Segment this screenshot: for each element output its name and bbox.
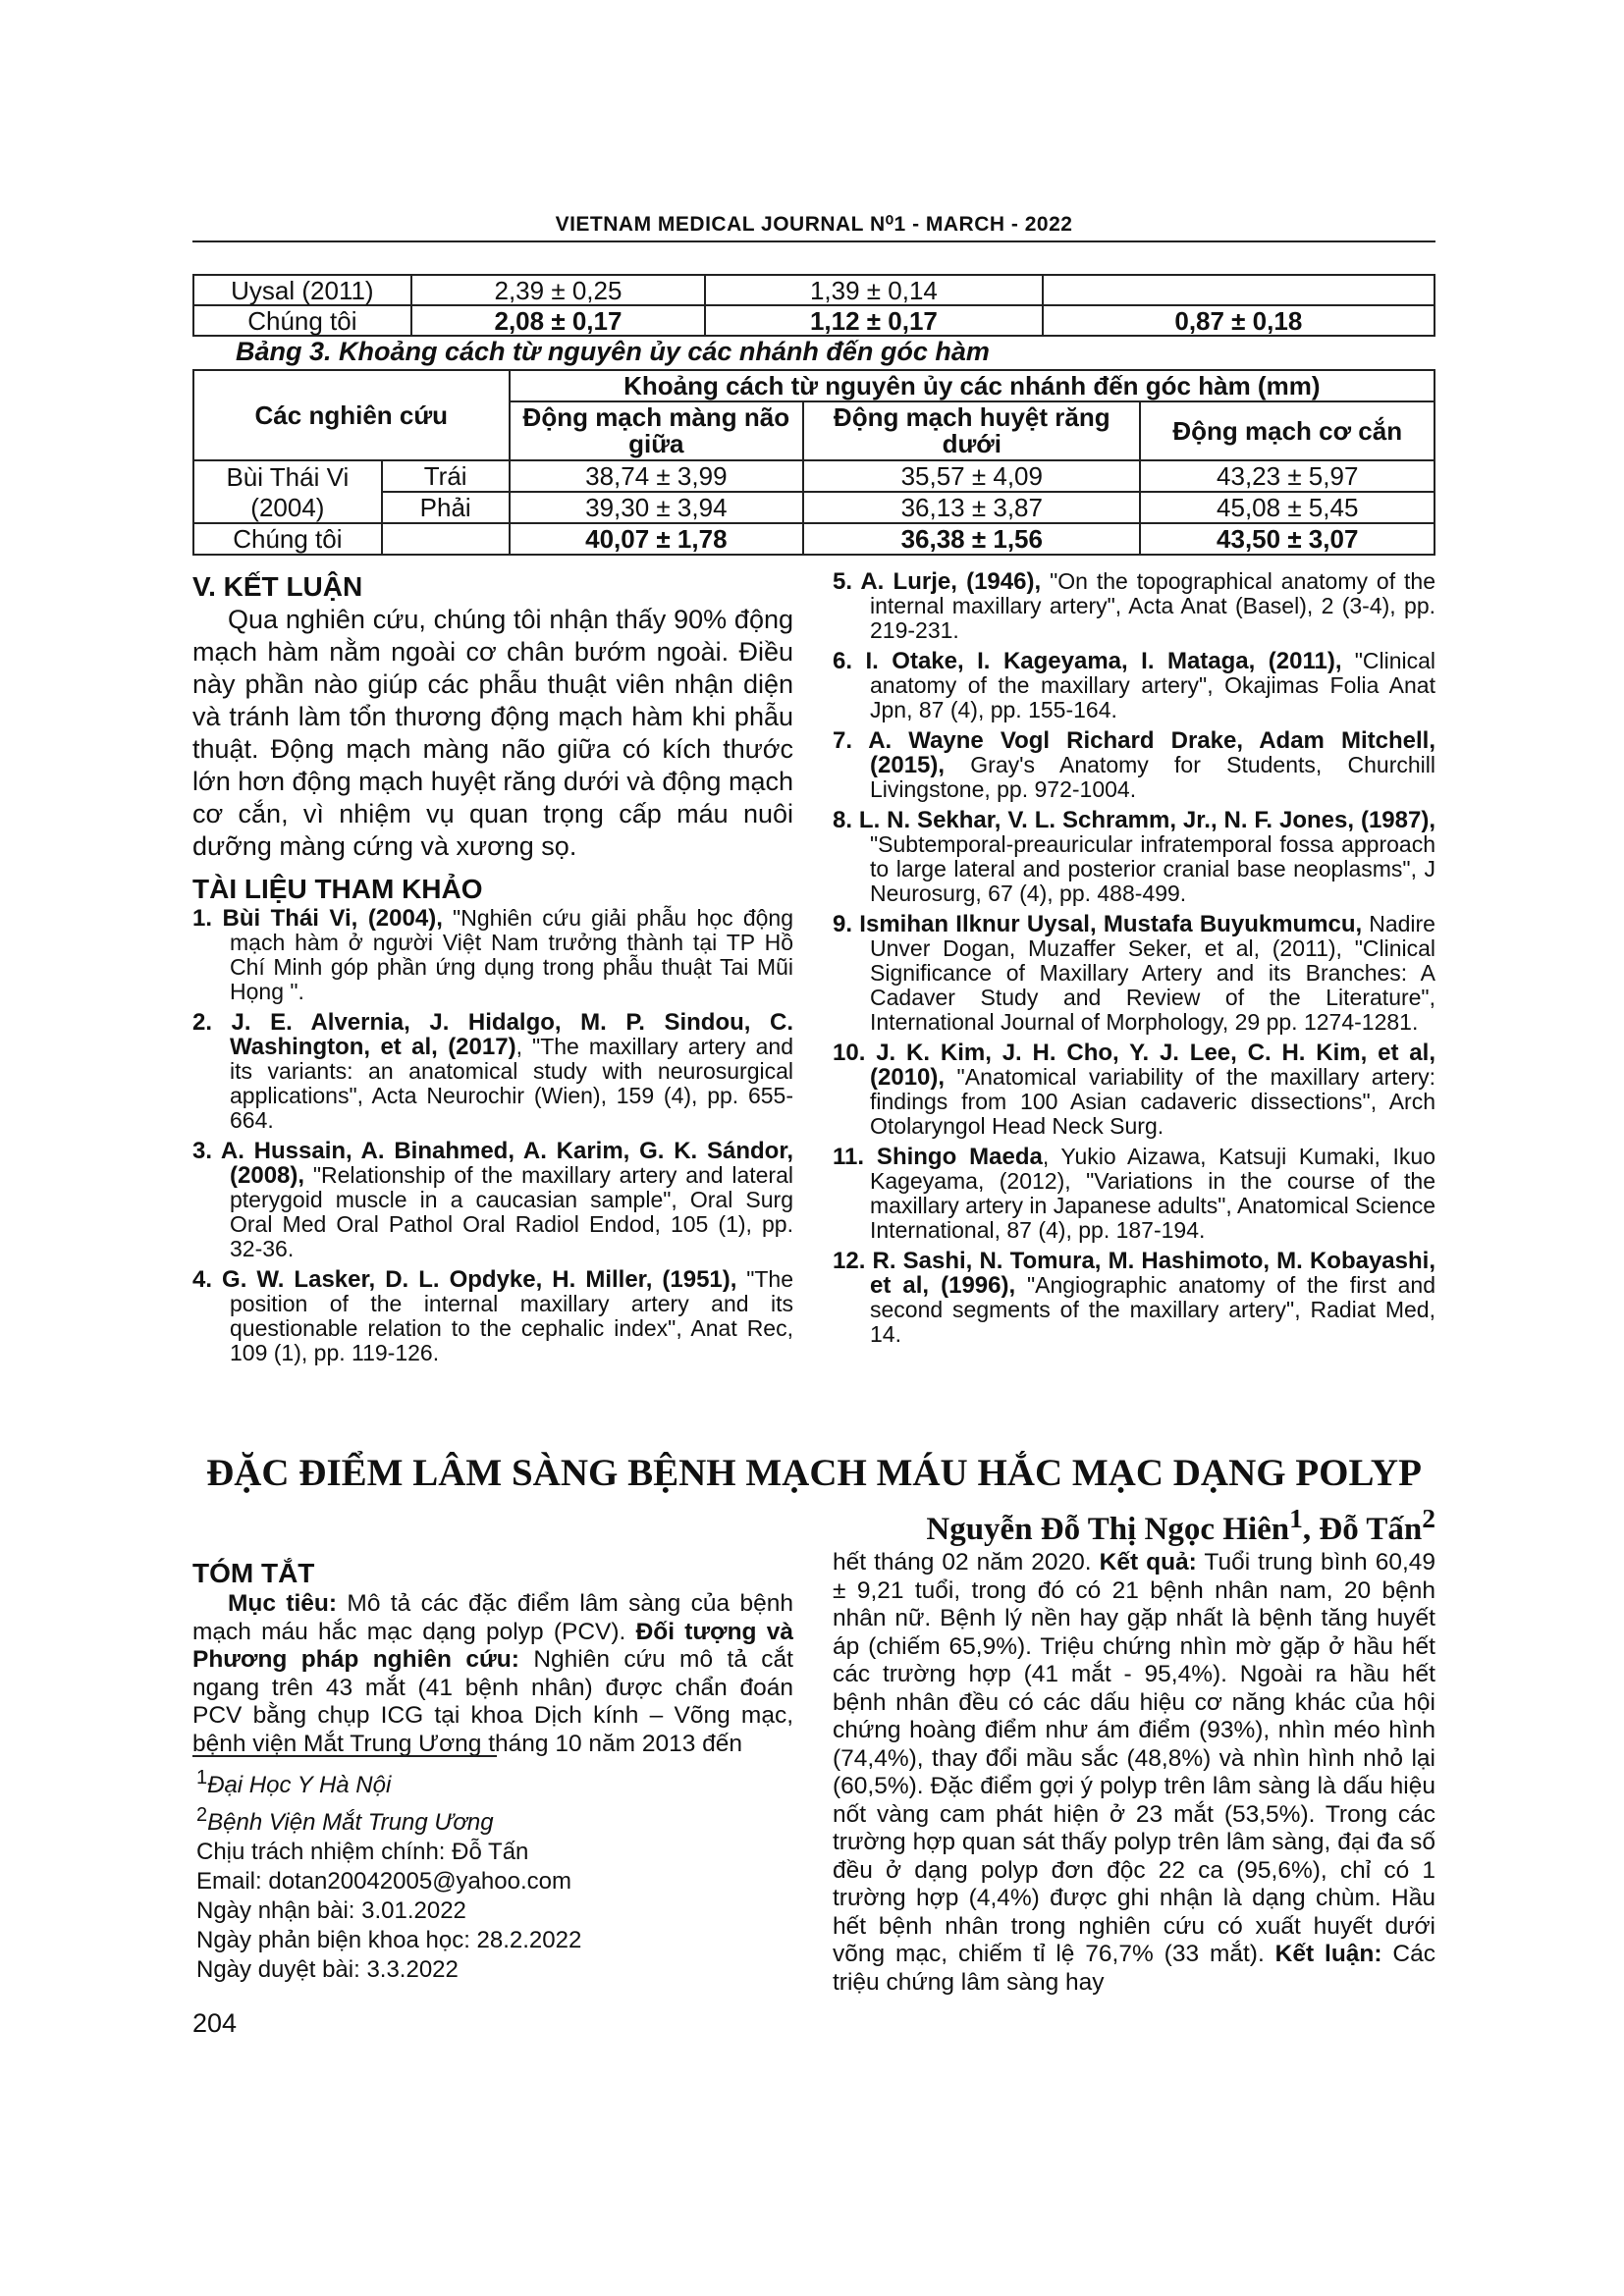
label: Đối tượng và Phương pháp nghiên cứu: (192, 1618, 793, 1673)
table-3-caption: Bảng 3. Khoảng cách từ nguyên ủy các nhánh đến góc hàm (236, 337, 990, 366)
right-column (833, 569, 1435, 1353)
reference-text: "Subtemporal-preauricular infratemporal fossa approach to large lateral and posterior cranial base neoplasms", J Neurosurg, 67 (4), pp. 488-499. (870, 831, 1435, 906)
reference-11 (833, 1145, 1435, 1243)
affiliation-1 (196, 1763, 581, 1800)
value-cell: 1,39 ± 0,14 (705, 275, 1042, 305)
contact-email: Email: dotan20042005@yahoo.com (196, 1868, 571, 1895)
value-cell: 38,74 ± 3,99 (510, 460, 803, 492)
responsible-author: Chịu trách nhiệm chính: Đỗ Tấn (196, 1839, 529, 1865)
header-rule (192, 240, 1435, 242)
value-cell (1043, 275, 1435, 305)
reference-text: "Relationship of the maxillary artery and lateral pterygoid muscle in a caucasian sample", Oral Surg Oral Med Oral Pathol Oral Radiol Endod, 105 (1), pp. 32-36. (230, 1162, 793, 1261)
reference-5 (833, 569, 1435, 643)
reference-9 (833, 912, 1435, 1035)
reference-3 (192, 1139, 793, 1261)
value-cell: 39,30 ± 3,94 (510, 492, 803, 523)
label: Kết luận: (1274, 1941, 1382, 1967)
summary-heading: TÓM TẮT (192, 1558, 315, 1588)
journal-header: VIETNAM MEDICAL JOURNAL N⁰1 - MARCH - 2022 (555, 213, 1073, 236)
date-approved: Ngày duyệt bài: 3.3.2022 (196, 1956, 459, 1983)
reference-4 (192, 1267, 793, 1365)
reference-7 (833, 728, 1435, 802)
reference-text: Nadire Unver Dogan, Muzaffer Seker, et al, (2011), "Clinical Significance of Maxillary Artery and its Branches: A Cadaver Study and Review of the Literature", International Journal of Morphology, 29 pp. 1274-1281. (870, 911, 1435, 1035)
reference-authors: 10. J. K. Kim, J. H. Cho, Y. J. Lee, C. H. Kim, et al, (2010), (833, 1040, 1435, 1091)
text: Nghiên cứu mô tả cắt ngang trên 43 mắt (41 bệnh nhân) được chẩn đoán PCV bằng chụp ICG tại khoa Dịch kính – Võng mạc, bệnh viện Mắt Trung Ương tháng 10 năm 2013 đến (192, 1646, 793, 1757)
text: Tuổi trung bình 60,49 ± 9,21 tuổi, trong đó có 21 bệnh nhân nam, 20 bệnh nhân nữ. Bệnh lý nền hay gặp nhất là bệnh tăng huyết áp (chiếm 65,9%). Triệu chứng nhìn mờ gặp ở hầu hết các trường hợp (41 mắt - 95,4%). Ngoài ra hầu hết bệnh nhân đều có các dấu hiệu cơ năng khác của hội chứng hoàng điểm như ám điểm (93%), nhìn méo hình (74,4%), thay đổi mầu sắc (48,8%) và nhìn hình nhỏ lại (60,5%). Đặc điểm gợi ý polyp trên lâm sàng là dấu hiệu nốt vàng cam phát hiện ở 23 mắt (53,5%). Trong các trường hợp quan sát thấy polyp trên lâm sàng, đại đa số đều ở dạng polyp đơn độc 22 ca (95,6%), chỉ có 1 trường hợp (4,4%) được ghi nhận là dạng chùm. Hầu hết bệnh nhân trong nghiên cứu có xuất huyết dưới võng mạc, chiếm tỉ lệ 76,7% (33 mắt). (833, 1549, 1436, 1967)
value-cell: 40,07 ± 1,78 (510, 523, 803, 555)
table-2-continuation (192, 274, 1435, 337)
reference-authors: 9. Ismihan Ilknur Uysal, Mustafa Buyukmumcu, (833, 911, 1363, 937)
text: hết tháng 02 năm 2020. (833, 1549, 1100, 1575)
text: Mô tả các đặc điểm lâm sàng của bệnh mạch máu hắc mạc dạng polyp (PCV). (192, 1590, 793, 1645)
table-3 (192, 369, 1435, 556)
article-authors (785, 1503, 1435, 1548)
reference-10 (833, 1041, 1435, 1139)
reference-authors: 7. A. Wayne Vogl Richard Drake, Adam Mitchell, (2015), (833, 727, 1435, 778)
col-header-3: Động mạch cơ cắn (1140, 401, 1435, 460)
reference-text: "On the topographical anatomy of the internal maxillary artery", Acta Anat (Basel), 2 (3-4), pp. 219-231. (870, 568, 1436, 643)
reference-text: "Anatomical variability of the maxillary artery: findings from 100 Asian cadaveric dissections", Arch Otolaryngol Head Neck Surg. (870, 1064, 1435, 1139)
reference-authors: 8. L. N. Sekhar, V. L. Schramm, Jr., N. F. Jones, (1987), (833, 807, 1435, 833)
reference-text: "Clinical anatomy of the maxillary artery", Okajimas Folia Anat Jpn, 87 (4), pp. 155-164. (870, 648, 1436, 722)
col-header-group: Khoảng cách từ nguyên ủy các nhánh đến góc hàm (mm) (510, 370, 1435, 401)
author-name: Đỗ Tấn (1319, 1512, 1423, 1547)
reference-authors: 4. G. W. Lasker, D. L. Opdyke, H. Miller, (1951), (192, 1266, 737, 1293)
reference-2 (192, 1010, 793, 1133)
label: Mục tiêu: (228, 1590, 338, 1617)
article-title: ĐẶC ĐIỂM LÂM SÀNG BỆNH MẠCH MÁU HẮC MẠC DẠNG POLYP (206, 1452, 1422, 1494)
affiliation-2 (196, 1800, 581, 1838)
study-cell: (2004) (193, 492, 382, 523)
study-cell: Chúng tôi (193, 305, 411, 336)
col-header-2: Động mạch huyệt răng dưới (803, 401, 1140, 460)
footnotes (196, 1763, 581, 1985)
reference-text: "Angiographic anatomy of the first and second segments of the maxillary artery", Radiat Med, 14. (870, 1272, 1436, 1347)
reference-6 (833, 649, 1435, 722)
conclusion-heading: V. KẾT LUẬN (192, 571, 363, 602)
reference-1 (192, 906, 793, 1004)
col-header-1: Động mạch màng não giữa (510, 401, 803, 460)
table-row (193, 460, 1435, 492)
table-row (193, 523, 1435, 555)
affiliation-text: Bệnh Viện Mắt Trung Ương (207, 1809, 494, 1836)
reference-authors: 11. Shingo Maeda (833, 1144, 1043, 1170)
reference-authors: 3. A. Hussain, A. Binahmed, A. Karim, G. K. Sándor, (2008), (192, 1138, 793, 1189)
reference-authors: 2. J. E. Alvernia, J. Hidalgo, M. P. Sindou, C. Washington, et al, (2017) (192, 1009, 793, 1060)
value-cell: 2,08 ± 0,17 (411, 305, 706, 336)
side-cell: Phải (382, 492, 510, 523)
date-reviewed: Ngày phản biện khoa học: 28.2.2022 (196, 1927, 582, 1953)
value-cell: 45,08 ± 5,45 (1140, 492, 1435, 523)
value-cell: 36,13 ± 3,87 (803, 492, 1140, 523)
reference-8 (833, 808, 1435, 906)
value-cell: 43,50 ± 3,07 (1140, 523, 1435, 555)
affiliation-mark: 2 (196, 1804, 208, 1826)
author-name: Nguyễn Đỗ Thị Ngọc Hiên (926, 1512, 1290, 1547)
reference-authors: 5. A. Lurje, (1946), (833, 568, 1042, 595)
table-row (193, 305, 1435, 336)
reference-authors: 1. Bùi Thái Vi, (2004), (192, 905, 443, 932)
reference-authors: 6. I. Otake, I. Kageyama, I. Mataga, (2011), (833, 648, 1342, 674)
value-cell: 36,38 ± 1,56 (803, 523, 1140, 555)
affiliation-mark: 2 (1422, 1503, 1435, 1533)
label: Kết quả: (1099, 1549, 1197, 1575)
table-row (193, 492, 1435, 523)
side-cell (382, 523, 510, 555)
col-header-study: Các nghiên cứu (193, 370, 510, 460)
table-row (193, 275, 1435, 305)
value-cell: 43,23 ± 5,97 (1140, 460, 1435, 492)
affiliation-mark: 1 (196, 1767, 208, 1789)
abstract-left-text (192, 1590, 793, 1758)
abstract-left (192, 1557, 793, 1758)
table-header-row (193, 370, 1435, 401)
affiliation-mark: 1 (1289, 1503, 1303, 1533)
text: Các triệu chứng lâm sàng hay (833, 1941, 1435, 1996)
value-cell: 0,87 ± 0,18 (1043, 305, 1435, 336)
side-cell: Trái (382, 460, 510, 492)
value-cell: 35,57 ± 4,09 (803, 460, 1140, 492)
value-cell: 1,12 ± 0,17 (705, 305, 1042, 336)
date-received: Ngày nhận bài: 3.01.2022 (196, 1897, 466, 1924)
study-cell: Chúng tôi (193, 523, 382, 555)
reference-text: , Yukio Aizawa, Katsuji Kumaki, Ikuo Kageyama, (2012), "Variations in the course of the maxillary artery in Japanese adults", Anatomical Science International, 87 (4), pp. 187-194. (870, 1144, 1436, 1243)
abstract-right (833, 1549, 1435, 1997)
conclusion-text: Qua nghiên cứu, chúng tôi nhận thấy 90% động mạch hàm nằm ngoài cơ chân bướm ngoài. Điều này phần nào giúp các phẫu thuật viên nhận diện và tránh làm tổn thương động mạch hàm khi phẫu thuật. Động mạch màng não giữa có kích thước lớn hơn động mạch huyệt răng dưới và động mạch cơ cắn, vì nhiệm vụ quan trọng cấp máu nuôi dưỡng màng cứng và xương sọ. (192, 605, 793, 861)
reference-authors: 12. R. Sashi, N. Tomura, M. Hashimoto, M. Kobayashi, et al, (1996), (833, 1248, 1435, 1299)
references-heading: TÀI LIỆU THAM KHẢO (192, 874, 483, 904)
page-number: 204 (192, 2008, 238, 2038)
reference-text: "Nghiên cứu giải phẫu học động mạch hàm ở người Việt Nam trưởng thành tại TP Hồ Chí Minh góp phần ứng dụng trong phẫu thuật Tai Mũi Họng ". (230, 905, 793, 1004)
left-column (192, 570, 793, 1371)
study-cell: Uysal (2011) (193, 275, 411, 305)
reference-12 (833, 1249, 1435, 1347)
study-cell: Bùi Thái Vi (193, 460, 382, 492)
footnote-rule (192, 1755, 497, 1757)
reference-text: Gray's Anatomy for Students, Churchill Livingstone, pp. 972-1004. (870, 752, 1435, 802)
affiliation-text: Đại Học Y Hà Nội (207, 1772, 392, 1798)
abstract-right-text (833, 1549, 1435, 1997)
reference-text: "The position of the internal maxillary artery and its questionable relation to the cephalic index", Anat Rec, 109 (1), pp. 119-126. (230, 1266, 794, 1365)
author-separator: , (1302, 1512, 1320, 1547)
reference-text: , "The maxillary artery and its variants: an anatomical study with neurosurgical applications", Acta Neurochir (Wien), 159 (4), pp. 655-664. (230, 1034, 793, 1133)
value-cell: 2,39 ± 0,25 (411, 275, 706, 305)
